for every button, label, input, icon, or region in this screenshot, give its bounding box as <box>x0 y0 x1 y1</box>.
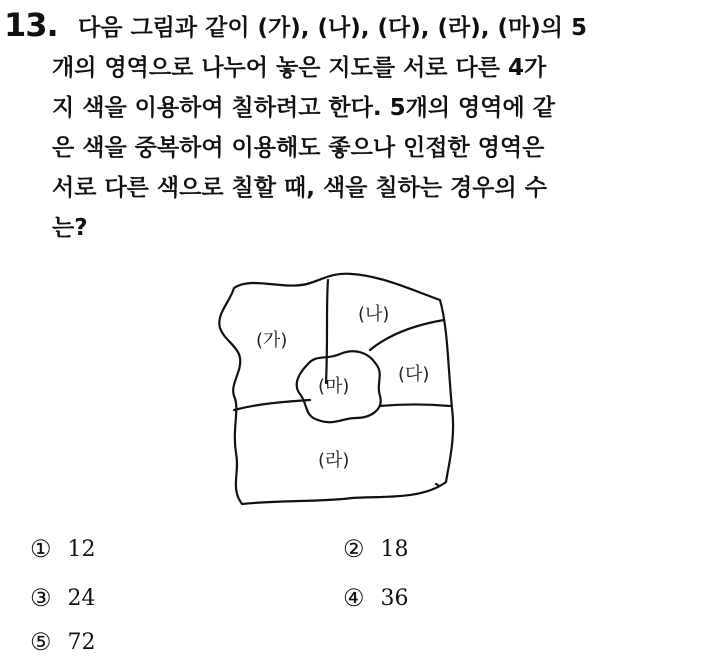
choice-mark: ① <box>30 535 52 563</box>
region-map-figure <box>212 268 462 516</box>
choice-value: 18 <box>380 536 409 562</box>
region-label-ma: (마) <box>318 376 350 397</box>
choice-value: 36 <box>380 585 409 611</box>
choice-2[interactable] <box>343 535 409 563</box>
question-line: 개의 영역으로 나누어 놓은 지도를 서로 다른 4가 <box>52 55 547 81</box>
choice-mark: ④ <box>343 584 365 612</box>
question-line: 다음 그림과 같이 (가), (나), (다), (라), (마)의 5 <box>78 15 587 41</box>
region-label-ga: (가) <box>256 330 288 351</box>
question-line: 지 색을 이용하여 칠하려고 한다. 5개의 영역에 같 <box>52 95 555 121</box>
question-line: 는? <box>52 215 88 241</box>
choice-3[interactable] <box>30 584 96 612</box>
map-small-mark <box>436 484 438 485</box>
choice-value: 12 <box>67 536 96 562</box>
question-number: 13. <box>4 6 58 44</box>
choice-mark: ③ <box>30 584 52 612</box>
map-divider-ga-ra <box>234 400 310 410</box>
region-label-na: (나) <box>358 304 390 325</box>
region-label-ra: (라) <box>318 450 350 471</box>
question-line: 서로 다른 색으로 칠할 때, 색을 칠하는 경우의 수 <box>52 175 547 201</box>
question-line: 은 색을 중복하여 이용해도 좋으나 인접한 영역은 <box>52 135 545 161</box>
choice-4[interactable] <box>343 584 409 612</box>
map-divider-ga-na <box>326 280 328 383</box>
choice-5[interactable] <box>30 628 96 656</box>
question-text <box>52 8 697 248</box>
choice-1[interactable] <box>30 535 96 563</box>
choice-value: 72 <box>67 629 96 655</box>
map-divider-da-ra <box>380 405 450 407</box>
choice-mark: ⑤ <box>30 628 52 656</box>
region-label-da: (다) <box>398 364 430 385</box>
choice-value: 24 <box>67 585 96 611</box>
choice-mark: ② <box>343 535 365 563</box>
